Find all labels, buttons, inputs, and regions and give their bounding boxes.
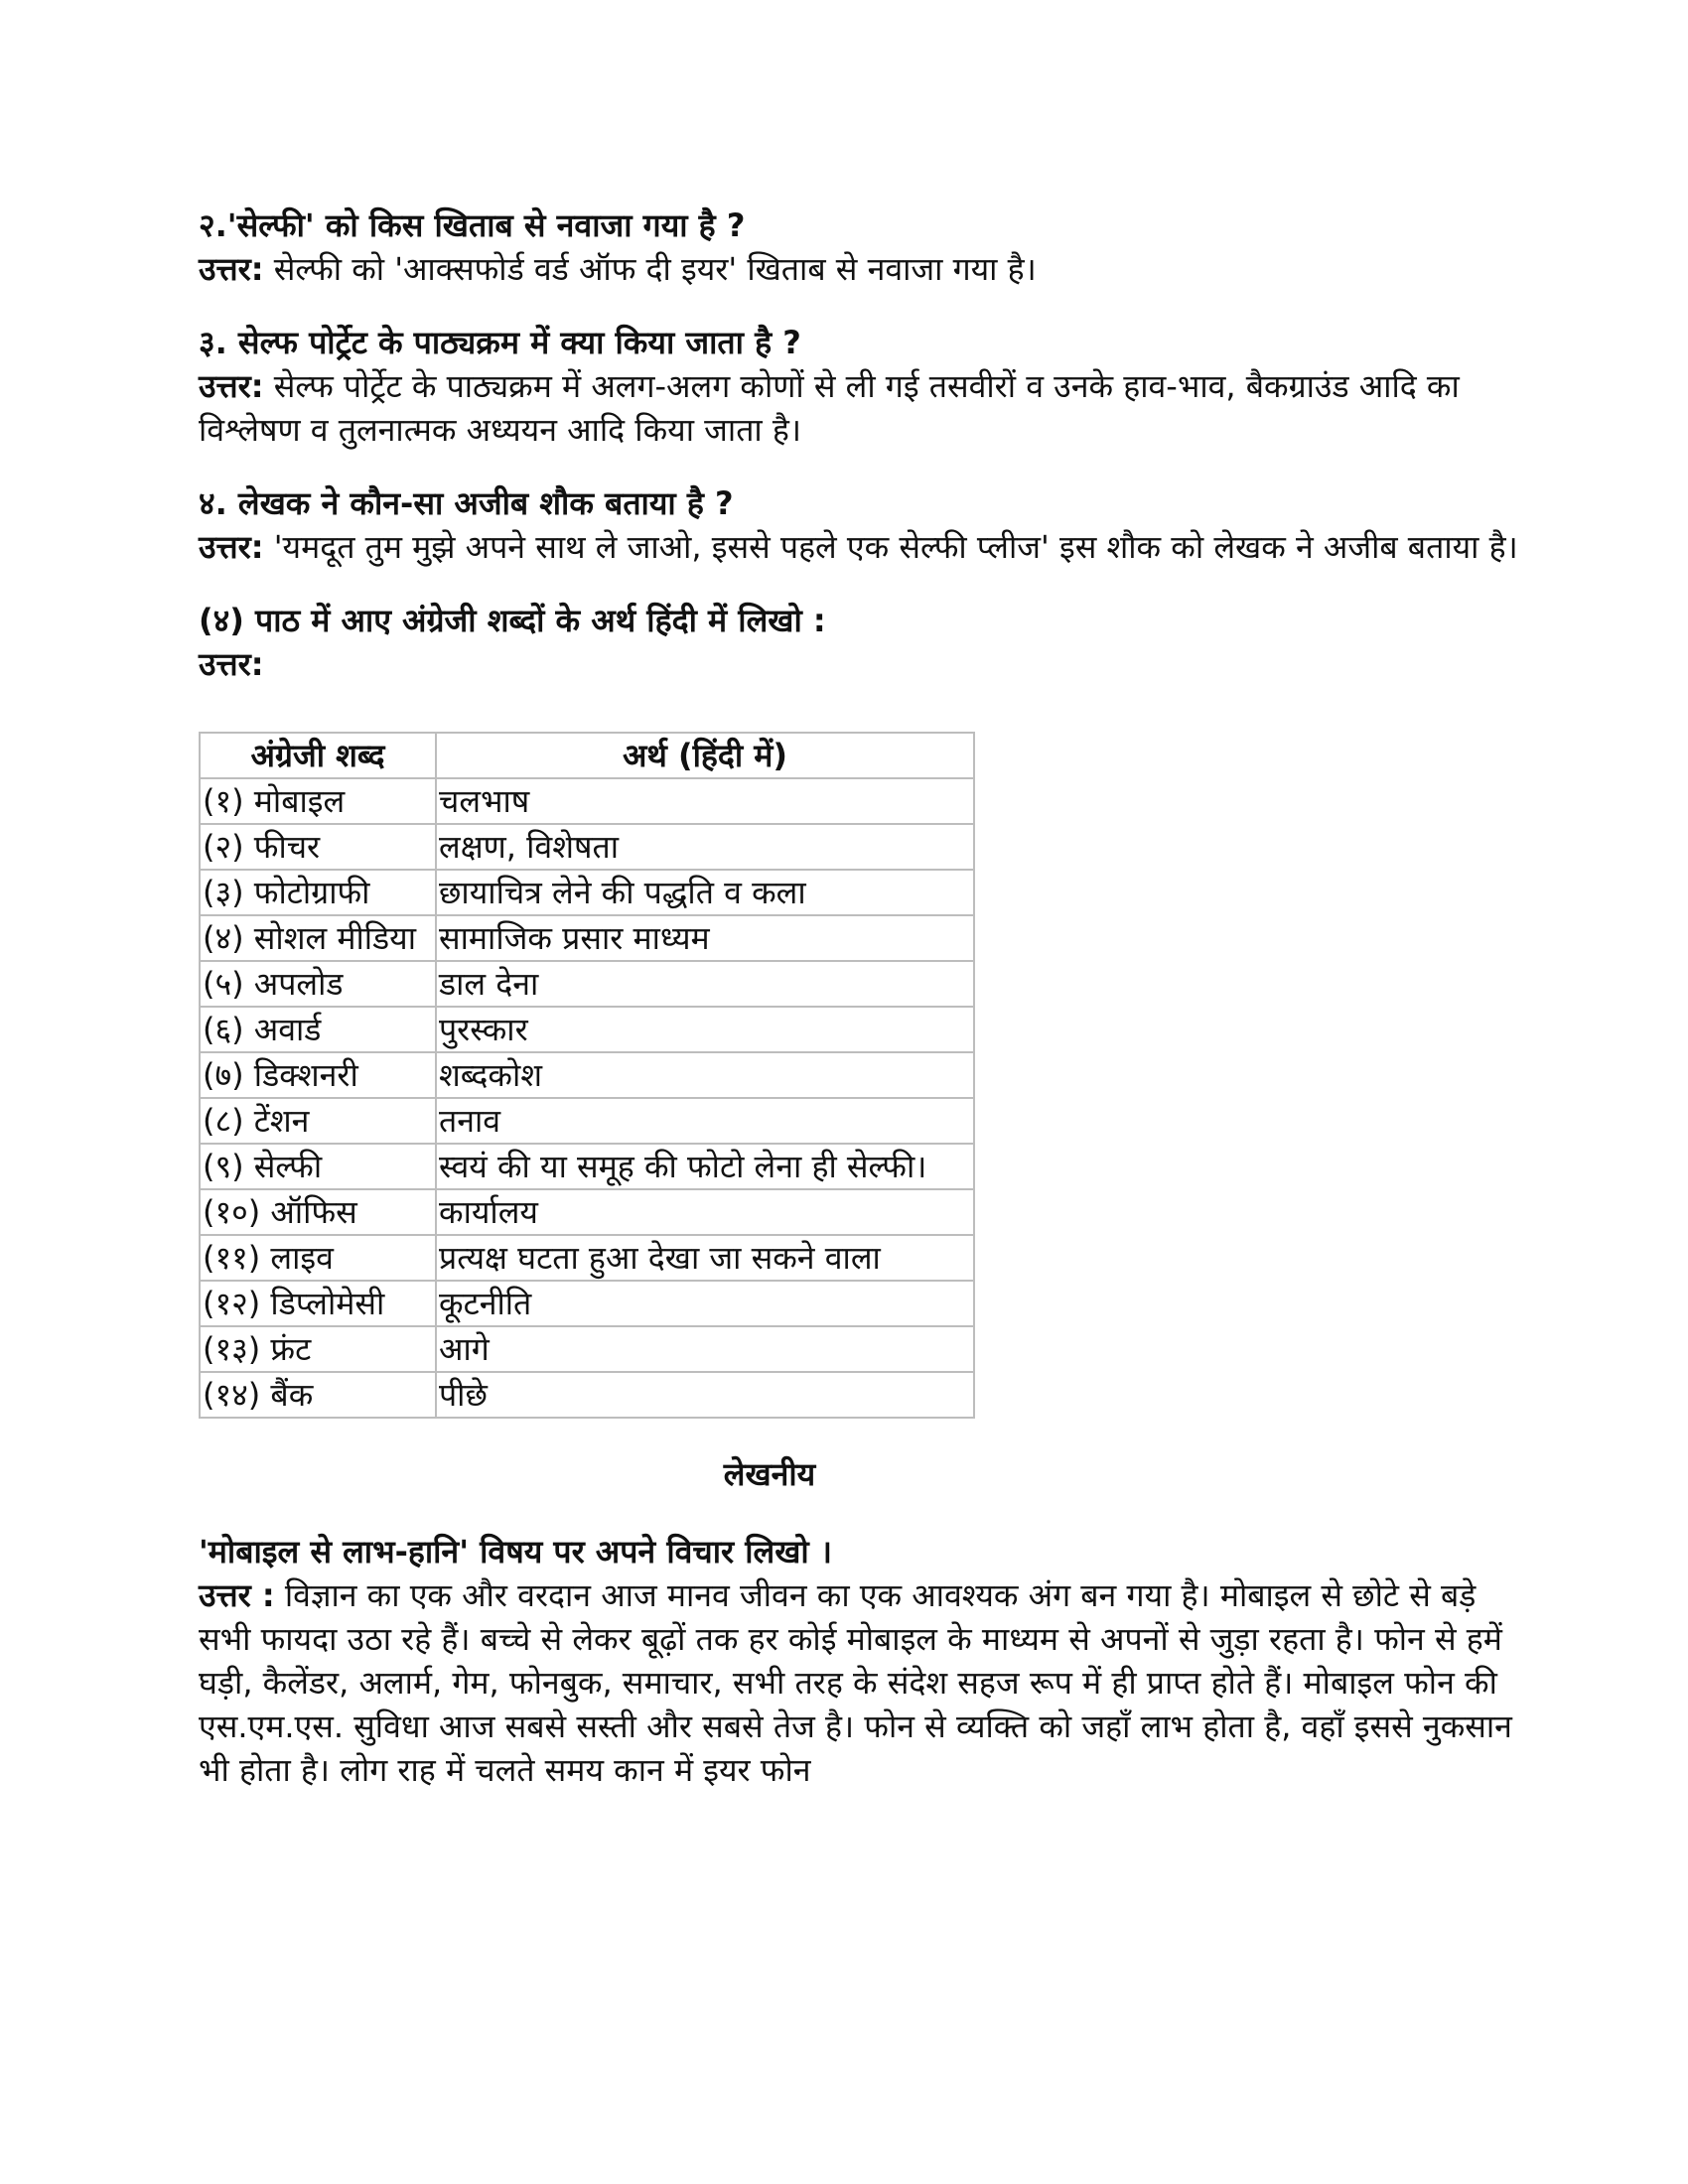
qa-block-2 [199, 204, 1519, 291]
qa-block-3 [199, 321, 1519, 452]
answer-text: सेल्फ पोर्ट्रेट के पाठ्यक्रम में अलग-अलग कोणों से ली गई तसवीरों व उनके हाव-भाव, बैकग्राउंड आदि का विश्लेषण व तुलनात्मक अध्ययन आदि किया जाता है। [199, 367, 1460, 449]
table-row [200, 824, 974, 870]
english-word-cell: (७) डिक्शनरी [200, 1052, 436, 1098]
hindi-meaning-cell: आगे [436, 1326, 974, 1372]
english-word-cell: (८) टेंशन [200, 1098, 436, 1144]
hindi-meaning-cell: कार्यालय [436, 1189, 974, 1235]
answer-text: सेल्फी को 'आक्सफोर्ड वर्ड ऑफ दी इयर' खिताब से नवाजा गया है। [263, 250, 1037, 288]
table-row [200, 870, 974, 915]
english-word-cell: (१०) ऑफिस [200, 1189, 436, 1235]
words-table-body [200, 778, 974, 1418]
document-page [199, 204, 1519, 1792]
answer-label: उत्तर: [199, 250, 264, 288]
hindi-meaning-cell: तनाव [436, 1098, 974, 1144]
essay-answer [199, 1573, 1519, 1792]
answer-3 [199, 364, 1519, 452]
lekhniya-heading: लेखनीय [723, 1455, 816, 1493]
hindi-meaning-cell: छायाचित्र लेने की पद्धति व कला [436, 870, 974, 915]
question-3: ३. सेल्फ पोर्ट्रेट के पाठ्यक्रम में क्या किया जाता है ? [199, 324, 801, 361]
english-word-cell: (११) लाइव [200, 1235, 436, 1281]
hindi-meaning-cell: पुरस्कार [436, 1007, 974, 1052]
table-row [200, 1189, 974, 1235]
words-answer-label: उत्तर: [199, 645, 264, 683]
table-row [200, 1372, 974, 1418]
table-row [200, 1007, 974, 1052]
hindi-meaning-cell: स्वयं की या समूह की फोटो लेना ही सेल्फी। [436, 1144, 974, 1189]
answer-2 [199, 247, 1519, 291]
answer-label: उत्तर: [199, 528, 264, 566]
english-word-cell: (६) अवार्ड [200, 1007, 436, 1052]
hindi-meaning-cell: शब्दकोश [436, 1052, 974, 1098]
english-word-cell: (१३) फ्रंट [200, 1326, 436, 1372]
hindi-meaning-cell: पीछे [436, 1372, 974, 1418]
hindi-meaning-cell: लक्षण, विशेषता [436, 824, 974, 870]
hindi-meaning-cell: सामाजिक प्रसार माध्यम [436, 915, 974, 961]
table-row [200, 1281, 974, 1326]
table-row [200, 915, 974, 961]
english-word-cell: (५) अपलोड [200, 961, 436, 1007]
answer-text: 'यमदूत तुम मुझे अपने साथ ले जाओ, इससे पहले एक सेल्फी प्लीज' इस शौक को लेखक ने अजीब बताया है। [263, 528, 1518, 566]
words-section [199, 599, 1519, 1419]
table-row [200, 1326, 974, 1372]
question-2: २.'सेल्फी' को किस खिताब से नवाजा गया है ? [199, 206, 746, 244]
english-word-cell: (१२) डिप्लोमेसी [200, 1281, 436, 1326]
header-english-word: अंग्रेजी शब्द [200, 733, 436, 778]
hindi-meaning-cell: डाल देना [436, 961, 974, 1007]
essay-question: 'मोबाइल से लाभ-हानि' विषय पर अपने विचार लिखो । [199, 1533, 832, 1570]
words-question: (४) पाठ में आए अंग्रेजी शब्दों के अर्थ हिंदी में लिखो : [199, 602, 826, 639]
table-row [200, 961, 974, 1007]
essay-block [199, 1530, 1519, 1792]
table-row [200, 1235, 974, 1281]
table-row [200, 1144, 974, 1189]
header-hindi-meaning: अर्थ (हिंदी में) [436, 733, 974, 778]
words-table [199, 732, 975, 1419]
english-word-cell: (१४) बैंक [200, 1372, 436, 1418]
english-word-cell: (४) सोशल मीडिया [200, 915, 436, 961]
answer-label: उत्तर : [199, 1576, 275, 1614]
english-word-cell: (३) फोटोग्राफी [200, 870, 436, 915]
essay-text: विज्ञान का एक और वरदान आज मानव जीवन का एक आवश्यक अंग बन गया है। मोबाइल से छोटे से बड़े सभी फायदा उठा रहे हैं। बच्चे से लेकर बूढ़ों तक हर कोई मोबाइल के माध्यम से अपनों से जुड़ा रहता है। फोन से हमें घड़ी, कैलेंडर, अलार्म, गेम, फोनबुक, समाचार, सभी तरह के संदेश सहज रूप में ही प्राप्त होते हैं। मोबाइल फोन की एस.एम.एस. सुविधा आज सबसे सस्ती और सबसे तेज है। फोन से व्यक्ति को जहाँ लाभ होता है, वहाँ इससे नुकसान भी होता है। लोग राह में चलते समय कान में इयर फोन [199, 1576, 1512, 1789]
english-word-cell: (१) मोबाइल [200, 778, 436, 824]
answer-label: उत्तर: [199, 367, 264, 405]
hindi-meaning-cell: प्रत्यक्ष घटता हुआ देखा जा सकने वाला [436, 1235, 974, 1281]
hindi-meaning-cell: कूटनीति [436, 1281, 974, 1326]
english-word-cell: (२) फीचर [200, 824, 436, 870]
question-4: ४. लेखक ने कौन-सा अजीब शौक बताया है ? [199, 484, 734, 522]
answer-4 [199, 525, 1519, 569]
table-row [200, 778, 974, 824]
qa-block-4 [199, 481, 1519, 569]
table-row [200, 1052, 974, 1098]
table-row [200, 1098, 974, 1144]
table-header-row [200, 733, 974, 778]
hindi-meaning-cell: चलभाष [436, 778, 974, 824]
english-word-cell: (९) सेल्फी [200, 1144, 436, 1189]
